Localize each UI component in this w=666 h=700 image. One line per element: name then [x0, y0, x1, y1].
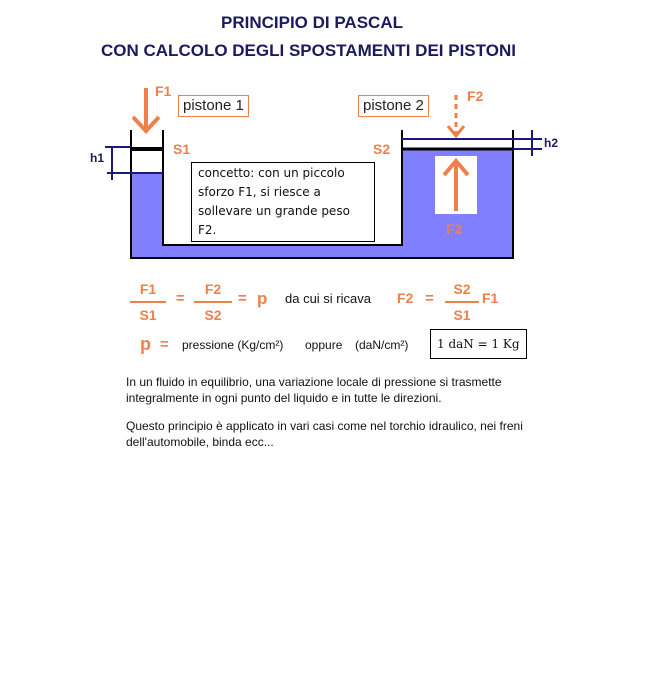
fraction-f1-s1	[130, 280, 166, 324]
denominator-s1: S1	[139, 307, 157, 323]
fraction-f2-s2	[194, 280, 232, 324]
pressure-unit-text: pressione (Kg/cm²)	[182, 338, 284, 352]
equals-sign: =	[425, 290, 434, 307]
fraction-bar	[445, 301, 479, 303]
area-s2-label: S2	[373, 141, 391, 157]
pressure-symbol: p	[257, 289, 268, 308]
force-f2-bottom-label: F2	[446, 221, 463, 237]
fraction-s2-s1	[445, 280, 479, 324]
piston-1	[131, 147, 163, 151]
equals-sign: =	[176, 290, 185, 307]
piston-1-label: pistone 1	[178, 95, 249, 117]
concept-line: sollevare un grande peso F2.	[198, 204, 350, 237]
conversion-box: 1 daN = 1 Kg	[430, 329, 527, 359]
multiplier-f1: F1	[482, 290, 499, 306]
area-s1-label: S1	[173, 141, 191, 157]
concept-line: sforzo F1, si riesce a	[198, 185, 321, 199]
equals-sign: =	[238, 290, 247, 307]
title-line-2: CON CALCOLO DEGLI SPOSTAMENTI DEI PISTONI	[101, 41, 516, 60]
pressure-equals: =	[160, 336, 169, 353]
numerator-f1: F1	[139, 281, 157, 297]
paragraph-equilibrium: In un fluido in equilibrio, una variazione locale di pressione si trasmette integralmente in ogni punto del liquido e in tutte le direzioni.	[126, 375, 502, 405]
concept-line: concetto: con un piccolo	[198, 166, 345, 180]
title-line-1: PRINCIPIO DI PASCAL	[221, 13, 403, 32]
height-h2-label: h2	[544, 136, 559, 150]
denominator-s1: S1	[453, 307, 471, 323]
pressure-oppure: oppure	[305, 338, 343, 352]
fraction-bar	[194, 301, 232, 303]
fraction-bar	[130, 301, 166, 303]
numerator-f2: F2	[204, 281, 222, 297]
denominator-s2: S2	[204, 307, 222, 323]
force-f2-top-label: F2	[467, 88, 484, 104]
numerator-s2: S2	[453, 281, 471, 297]
piston-2-label: pistone 2	[358, 95, 429, 117]
pressure-alt-unit: (daN/cm²)	[355, 338, 409, 352]
derivation-text: da cui si ricava	[285, 291, 371, 306]
concept-box	[191, 162, 375, 242]
paragraph-applications: Questo principio è applicato in vari casi come nel torchio idraulico, nei freni dell'automobile, binda ecc...	[126, 419, 523, 449]
force-f1-label: F1	[155, 83, 172, 99]
pressure-p: p	[140, 334, 151, 354]
height-h1-label: h1	[90, 151, 105, 165]
result-f2: F2	[397, 290, 414, 306]
